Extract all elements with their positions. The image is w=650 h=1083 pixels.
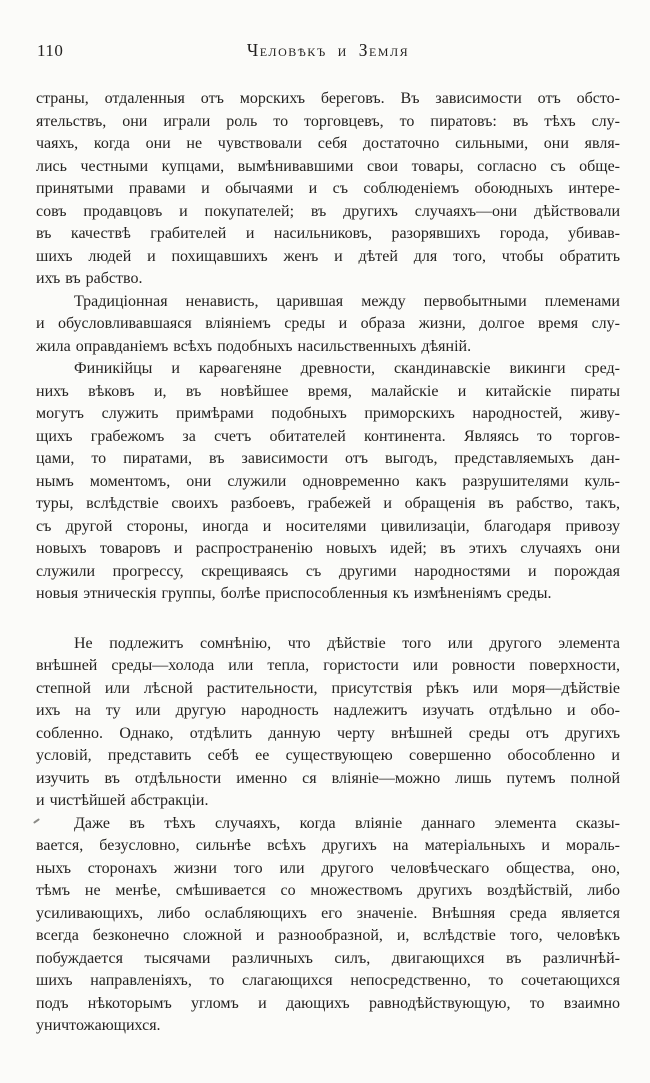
text-line: нихъ вѣковъ и, въ новѣйшее время, малайскіе и китайскіе пираты [36, 382, 620, 400]
text-line: щихъ грабежомъ за счетъ обитателей континента. Являясь то торгов- [36, 427, 620, 445]
text-line: изучить въ отдѣльности именно ся вліяніе—можно лишь путемъ полной [36, 769, 620, 787]
text-line: въ качествѣ грабителей и насильниковъ, разорявшихъ города, убивав- [36, 225, 620, 242]
text-line: ихъ въ рабство. [36, 270, 143, 287]
text-line: усиливающихъ, либо ослабляющихъ его значеніе. Внѣшняя среда является [36, 904, 620, 922]
text-line: шихъ направленіяхъ, то слагающихся непосредственно, то сочетающихся [36, 972, 620, 989]
text-line: Даже въ тѣхъ случаяхъ, когда вліяніе даннаго элемента сказы- [74, 814, 620, 832]
text-line: съ другой стороны, иногда и носителями цивилизаціи, благодаря привозу [36, 517, 620, 535]
text-line: новыхъ товаровъ и распространенію новыхъ идей; въ этихъ случаяхъ они [36, 540, 620, 557]
text-block [36, 88, 620, 1038]
text-line: Не подлежитъ сомнѣнію, что дѣйствіе того или другого элемента [74, 634, 620, 652]
text-line: ятельствъ, они играли роль то торговцевъ, то пиратовъ: въ тѣхъ слу- [36, 112, 620, 130]
text-line: и обусловливавшаяся вліяніемъ среды и образа жизни, долгое время слу- [36, 315, 620, 332]
text-line: тѣмъ не менѣе, смѣшивается со множествомъ другихъ воздѣйствій, либо [36, 882, 620, 899]
text-line: внѣшней среды—холода или тепла, гористости или ровности поверхности, [36, 657, 620, 674]
text-line: новыя этническія группы, болѣе приспособленныя къ измѣненіямъ среды. [36, 585, 552, 602]
text-line: жила оправданіемъ всѣхъ подобныхъ насильственныхъ дѣяній. [36, 337, 472, 355]
text-line: Традиціонная ненависть, царившая между первобытными племенами [74, 292, 620, 310]
text-line: Финикійцы и карѳагеняне древности, скандинавскіе викинги сред- [74, 360, 620, 377]
text-line: туры, вслѣдствіе своихъ разбоевъ, грабежей и обращенія въ рабство, такъ, [36, 495, 620, 512]
text-line: лись честными купцами, вымѣнивавшими свои товары, согласно съ обще- [36, 157, 620, 175]
running-title: Человѣкъ и Земля [246, 40, 410, 60]
text-line: подъ нѣкоторымъ угломъ и дающихъ равнодѣйствующую, то взаимно [36, 994, 620, 1012]
text-line: условій, представить себѣ ее существующею совершенно обособленно и [36, 747, 620, 764]
text-line: степной или лѣсной растительности, присутствія рѣкъ или моря—дѣйствіе [36, 679, 620, 697]
text-line: ихъ на ту или другую народность надлежитъ изучать отдѣльно и обо- [36, 702, 620, 719]
text-line: шихъ людей и похищавшихъ женъ и дѣтей для того, чтобы обратить [36, 247, 620, 265]
page-number: 110 [37, 41, 64, 60]
text-line: собленно. Однако, отдѣлить данную черту внѣшней среды отъ другихъ [36, 724, 620, 742]
text-line: чаяхъ, когда они не чувствовали себя достаточно сильными, они явля- [36, 135, 620, 152]
text-line: уничтожающихся. [36, 1017, 161, 1034]
text-line: и чистѣйшей абстракціи. [36, 792, 209, 809]
paragraph [36, 633, 620, 813]
text-line: ныхъ сторонахъ жизни того или другого человѣческаго общества, оно, [36, 859, 620, 877]
text-line: страны, отдаленныя отъ морскихъ береговъ. Въ зависимости отъ обсто- [36, 90, 620, 107]
page-header [36, 40, 620, 62]
text-line: побуждается тысячами различныхъ силъ, двигающихся въ различнѣй- [36, 949, 620, 967]
text-line: служили прогрессу, скрещиваясь съ другими народностями и порождая [36, 562, 620, 580]
text-line: принятыми правами и обычаями и съ соблюденіемъ обоюдныхъ интере- [36, 180, 620, 197]
paragraph [36, 358, 620, 606]
text-line: цами, то пиратами, въ зависимости отъ выгодъ, представляемыхъ дан- [36, 450, 620, 467]
text-line: вается, безусловно, сильнѣе всѣхъ другихъ на матеріальныхъ и мораль- [36, 837, 620, 854]
paragraph [36, 813, 620, 1038]
text-line: нымъ моментомъ, они служили одновременно какъ разрушителями куль- [36, 472, 620, 490]
paragraph [36, 88, 620, 291]
text-line: всегда безконечно сложной и разнообразной, и, вслѣдствіе того, человѣкъ [36, 927, 620, 944]
paragraph [36, 291, 620, 359]
text-line: могутъ служить примѣрами подобныхъ приморскихъ народностей, живу- [36, 405, 620, 422]
text-line: совъ продавцовъ и покупателей; въ другихъ случаяхъ—они дѣйствовали [36, 202, 620, 220]
